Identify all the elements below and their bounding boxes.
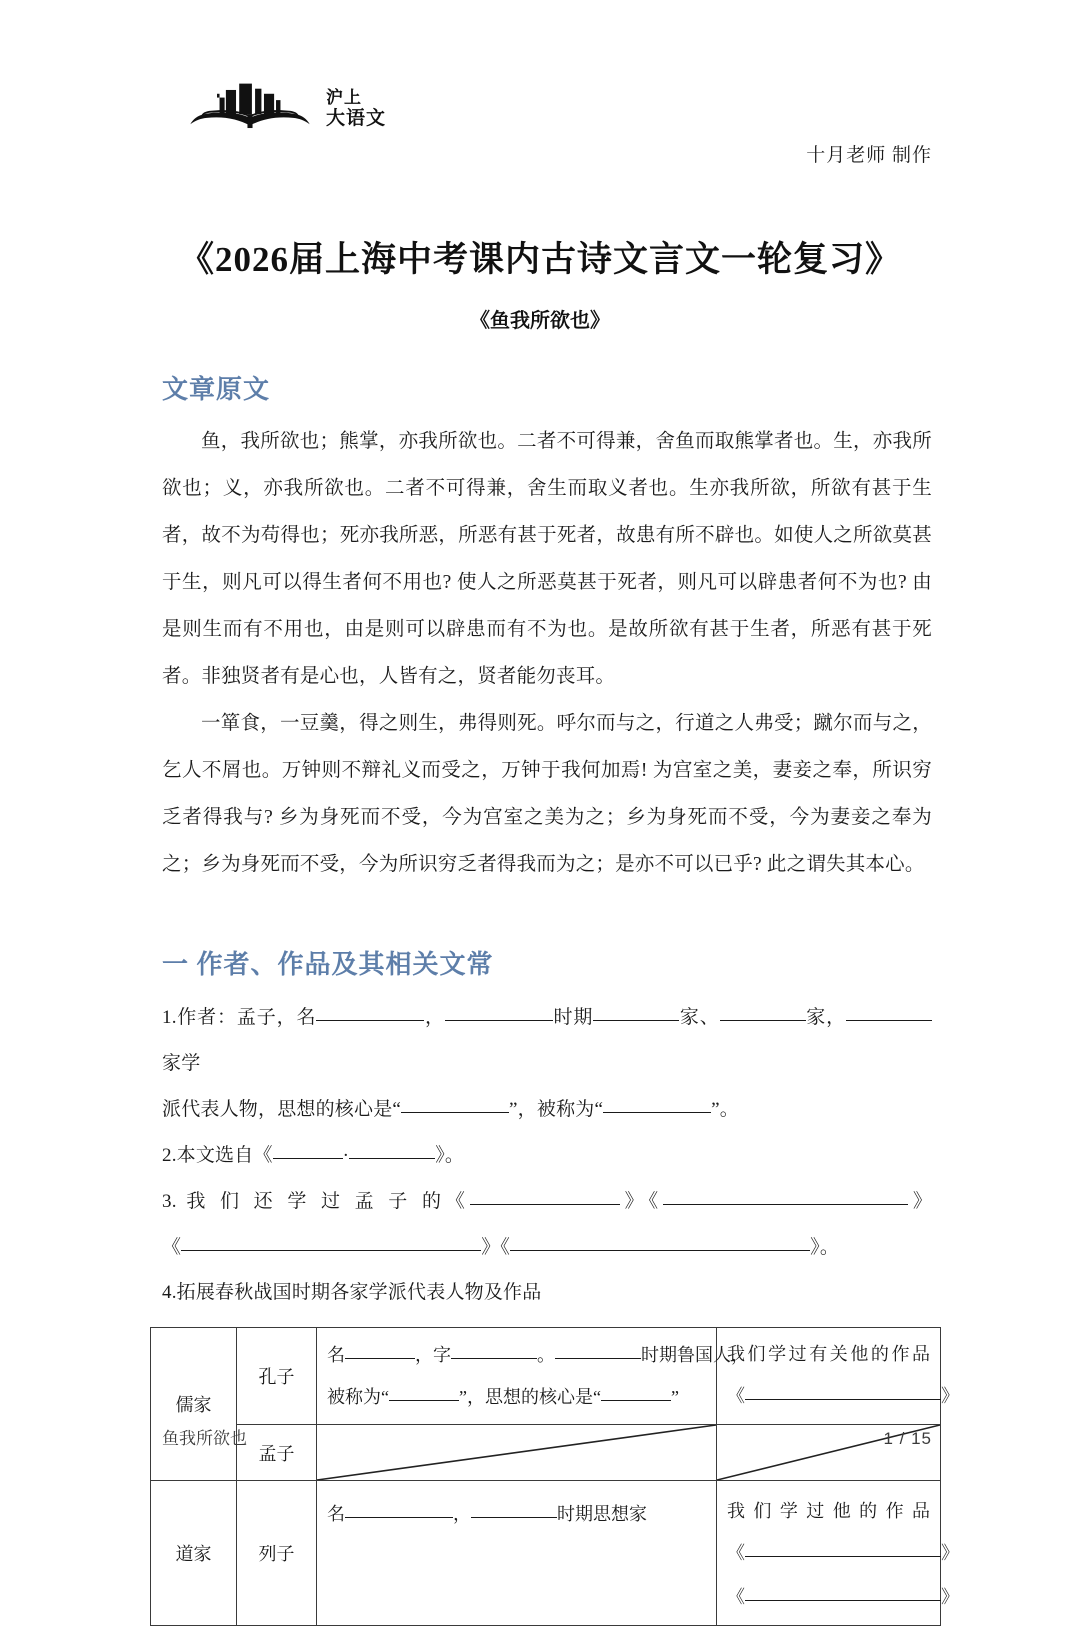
liezi-d1-c: 时期思想家 — [557, 1504, 647, 1524]
kongzi-blank-3[interactable] — [555, 1343, 641, 1359]
q2-text-b: 》。 — [435, 1145, 465, 1166]
q3-bracket-4-open: 《 — [500, 1237, 511, 1258]
q1-l2-text-c: ”。 — [711, 1099, 739, 1120]
q1-l2-text-a: 派代表人物，思想的核心是“ — [162, 1099, 402, 1120]
section-heading-original-text: 文章原文 — [162, 375, 271, 404]
page-footer — [0, 1424, 1080, 1449]
liezi-works-blank-2[interactable] — [745, 1585, 941, 1601]
table-row — [151, 1328, 941, 1425]
q3-bracket-2-close: 》 — [908, 1191, 933, 1212]
author-byline: 十月老师 制作 — [806, 145, 932, 166]
kongzi-d1-d: 时期鲁国人， — [641, 1345, 749, 1365]
q1-l2-text-b: ”，被称为“ — [509, 1099, 604, 1120]
kongzi-works-heading: 我们学过有关他的作品 — [727, 1344, 930, 1364]
liezi-blank-1[interactable] — [345, 1502, 453, 1518]
kongzi-d2-b: ”，思想的核心是“ — [459, 1387, 601, 1407]
q3-blank-4[interactable] — [510, 1234, 810, 1251]
liezi-works-blank-row-2 — [727, 1575, 959, 1619]
liezi-works-close-1: 》 — [941, 1543, 959, 1563]
kongzi-works-blank-1[interactable] — [745, 1384, 941, 1400]
liezi-works-heading: 我们学过他的作品 — [727, 1501, 930, 1521]
brand-line-1: 沪上 — [326, 87, 362, 107]
q3-bracket-3-open: 《 — [162, 1237, 182, 1258]
q1-text-b: ， — [424, 1007, 445, 1028]
liezi-d1-a: 名 — [327, 1504, 345, 1524]
section-spacer — [0, 888, 1080, 944]
q1-text-f: 家学 — [162, 1053, 201, 1074]
q1-text-d: 家、 — [679, 1007, 720, 1028]
q1-blank-4[interactable] — [720, 1004, 806, 1021]
kongzi-blank-2[interactable] — [451, 1343, 537, 1359]
liezi-works-blank-1[interactable] — [745, 1541, 941, 1557]
liezi-blank-2[interactable] — [471, 1502, 557, 1518]
cell-person-liezi: 列子 — [237, 1481, 317, 1626]
cell-person-kongzi: 孔子 — [237, 1328, 317, 1425]
q1-text-e: 家， — [805, 1007, 847, 1028]
schools-table — [150, 1327, 959, 1626]
original-paragraph-2: 一箪食，一豆羹，得之则生，弗得则死。呼尔而与之，行道之人弗受；蹴尔而与之，乞人不屑也。万钟则不辩礼义而受之，万钟于我何加焉! 为宫室之美，妻妾之奉，所识穷乏者得我与? 乡为身死而不受，今为宫室之美为之；乡为身死而不受，今为妻妾之奉为之；乡为身死而不受，今为所识穷乏者得我而为之；是亦不可以已乎? 此之谓失其本心。 — [162, 713, 932, 875]
book-skyline-icon — [186, 76, 314, 142]
table-row — [151, 1481, 941, 1626]
kongzi-works-blank-row — [727, 1374, 959, 1418]
q3-blank-1[interactable] — [470, 1188, 620, 1205]
liezi-works-close-2: 》 — [941, 1587, 959, 1607]
kongzi-detail-line-1 — [327, 1334, 749, 1376]
page-header — [0, 0, 1080, 166]
cell-school-confucian: 儒家 — [151, 1328, 237, 1481]
kongzi-d1-b: ，字 — [415, 1345, 451, 1365]
q1-blank-3[interactable] — [593, 1004, 679, 1021]
kongzi-d2-c: ” — [670, 1387, 679, 1407]
q1-blank-7[interactable] — [603, 1096, 711, 1113]
schools-table-wrapper — [0, 1315, 1080, 1626]
brand-name — [326, 88, 386, 130]
q1-text-a: 1.作者：孟子，名 — [162, 1007, 317, 1028]
kongzi-detail-line-2 — [327, 1376, 706, 1418]
question-3 — [162, 1179, 932, 1225]
kongzi-d1-a: 名 — [327, 1345, 345, 1365]
cell-detail-liezi — [317, 1481, 717, 1626]
brand-line-2: 大语文 — [326, 107, 387, 129]
q1-text-c: 时期 — [552, 1007, 594, 1028]
q2-blank-2[interactable] — [349, 1142, 435, 1159]
kongzi-works-close: 》 — [941, 1386, 959, 1406]
kongzi-d2-a: 被称为“ — [327, 1387, 389, 1407]
q3-bracket-3-close: 》 — [481, 1237, 501, 1258]
q3-blank-2[interactable] — [663, 1188, 908, 1205]
q1-blank-6[interactable] — [401, 1096, 509, 1113]
original-paragraph-1: 鱼，我所欲也；熊掌，亦我所欲也。二者不可得兼，舍鱼而取熊掌者也。生，亦我所欲也；义，亦我所欲也。二者不可得兼，舍生而取义者也。生亦我所欲，所欲有甚于生者，故不为苟得也；死亦我所恶，所恶有甚于死者，故患有所不辟也。如使人之所欲莫甚于生，则凡可以得生者何不用也? 使人之所恶莫甚于死者，则凡可以辟患者何不为也? 由是则生而有不用也，由是则可以辟患而有不为也。是故所欲有甚于生者，所恶有甚于死者。非独贤者有是心也，人皆有之，贤者能勿丧耳。 — [162, 431, 932, 687]
original-text-block — [0, 406, 1080, 888]
liezi-works-blank-row-1 — [727, 1531, 959, 1575]
brand-logo — [186, 76, 386, 142]
questions-block — [0, 981, 1080, 1315]
q3-bracket-1-open: 《 — [445, 1191, 470, 1212]
question-1-line-2 — [162, 1087, 932, 1133]
q2-text-a: 2.本文选自《 — [162, 1145, 273, 1166]
footer-page-number: 1 / 15 — [883, 1429, 932, 1448]
page-subtitle: 《鱼我所欲也》 — [470, 310, 610, 332]
q3-blank-3[interactable] — [181, 1234, 481, 1251]
q3-lead-text: 3. 我 们 还 学 过 孟 子 的 — [162, 1191, 446, 1212]
page-title: 《2026届上海中考课内古诗文言文一轮复习》 — [178, 240, 901, 279]
kongzi-blank-1[interactable] — [345, 1343, 415, 1359]
liezi-d1-b: ， — [453, 1504, 471, 1524]
question-3-line-2 — [162, 1225, 932, 1271]
cell-works-liezi — [717, 1481, 959, 1626]
q3-period: 。 — [819, 1237, 840, 1258]
cell-school-daoist: 道家 — [151, 1481, 237, 1626]
liezi-detail-line-1 — [327, 1493, 706, 1535]
kongzi-works-open: 《 — [727, 1386, 745, 1406]
q1-blank-2[interactable] — [445, 1004, 553, 1021]
section-heading-author-works: 一 作者、作品及其相关文常 — [162, 950, 494, 979]
footer-doc-name: 鱼我所欲也 — [162, 1429, 247, 1448]
cell-person-mengzi: 孟子 — [237, 1425, 317, 1481]
liezi-works-open-2: 《 — [727, 1587, 745, 1607]
question-2 — [162, 1133, 932, 1179]
q1-blank-1[interactable] — [316, 1004, 424, 1021]
q3-bracket-4-close: 》 — [810, 1237, 820, 1258]
cell-detail-kongzi — [317, 1328, 749, 1425]
question-1 — [162, 995, 932, 1087]
q3-bracket-2-open: 《 — [648, 1191, 664, 1212]
kongzi-blank-5[interactable] — [601, 1385, 671, 1401]
kongzi-d1-c: 。 — [537, 1345, 555, 1365]
kongzi-blank-4[interactable] — [389, 1385, 459, 1401]
q3-bracket-1-close: 》 — [619, 1191, 649, 1212]
q2-dot: · — [342, 1145, 350, 1166]
question-4-title: 4.拓展春秋战国时期各家学派代表人物及作品 — [162, 1282, 542, 1303]
cell-works-kongzi — [717, 1328, 959, 1425]
q1-blank-5[interactable] — [846, 1004, 932, 1021]
q2-blank-1[interactable] — [273, 1142, 343, 1159]
liezi-works-open-1: 《 — [727, 1543, 745, 1563]
